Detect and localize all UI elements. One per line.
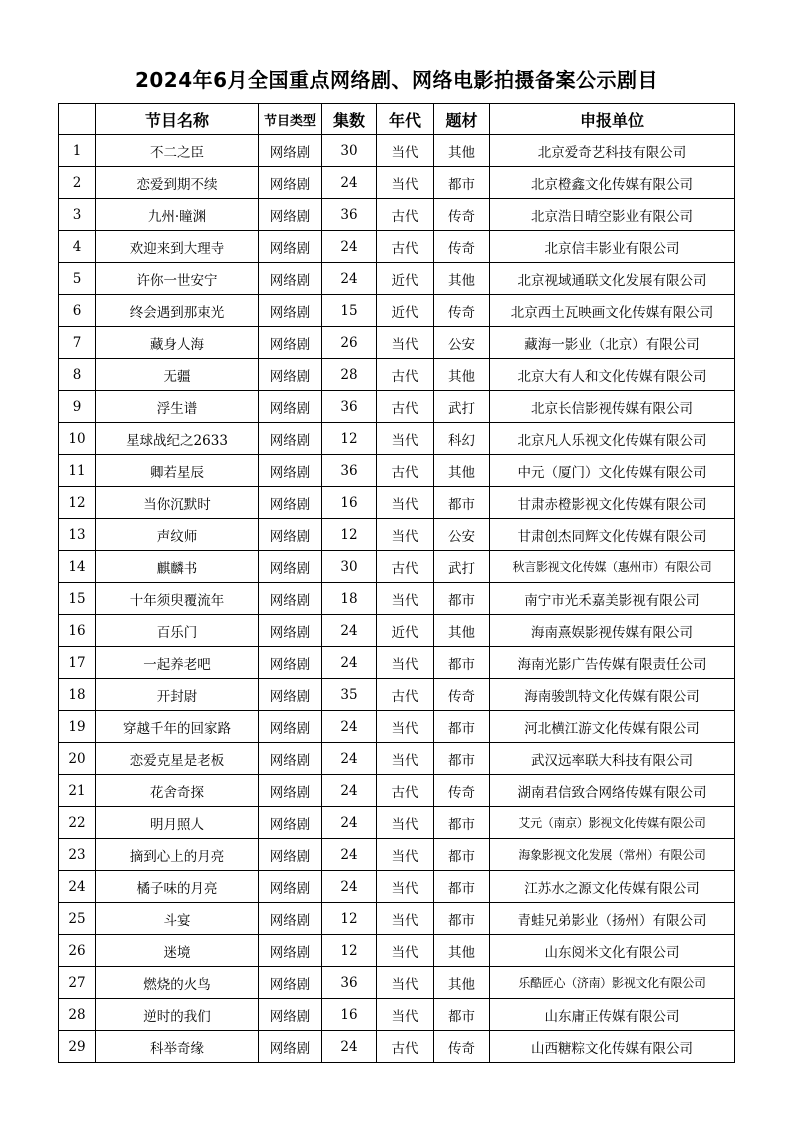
program-type-cell: 网络剧 [259,807,322,839]
program-name-cell: 橘子味的月亮 [96,871,259,903]
applicant-unit-cell: 甘肃创杰同辉文化传媒有限公司 [490,519,735,551]
era-cell: 古代 [377,359,434,391]
applicant-unit-cell: 北京浩日晴空影业有限公司 [490,199,735,231]
episode-count-cell: 24 [322,263,377,295]
row-number-cell: 19 [59,711,96,743]
row-number-cell: 25 [59,903,96,935]
episode-count-cell: 12 [322,519,377,551]
row-number-cell: 8 [59,359,96,391]
table-row [59,807,735,839]
era-cell: 近代 [377,615,434,647]
program-name-cell: 花舍奇探 [96,775,259,807]
program-type-cell: 网络剧 [259,839,322,871]
episode-count-cell: 36 [322,391,377,423]
table-row [59,455,735,487]
program-type-cell: 网络剧 [259,711,322,743]
episode-count-cell: 24 [322,711,377,743]
header-row [59,104,735,135]
episode-count-cell: 15 [322,295,377,327]
episode-count-cell: 36 [322,199,377,231]
theme-cell: 武打 [434,551,490,583]
theme-cell: 都市 [434,903,490,935]
program-name-cell: 欢迎来到大理寺 [96,231,259,263]
table-row [59,391,735,423]
row-number-cell: 24 [59,871,96,903]
episode-count-cell: 24 [322,1031,377,1063]
era-cell: 当代 [377,167,434,199]
applicant-unit-cell: 甘肃赤橙影视文化传媒有限公司 [490,487,735,519]
theme-cell: 公安 [434,519,490,551]
program-type-cell: 网络剧 [259,231,322,263]
program-type-cell: 网络剧 [259,615,322,647]
program-name-cell: 斗宴 [96,903,259,935]
theme-cell: 其他 [434,615,490,647]
applicant-unit-cell: 北京长信影视传媒有限公司 [490,391,735,423]
page-title: 2024年6月全国重点网络剧、网络电影拍摄备案公示剧目 [134,68,659,92]
episode-count-cell: 24 [322,647,377,679]
applicant-unit-cell: 江苏水之源文化传媒有限公司 [490,871,735,903]
header-type: 节目类型 [259,104,322,135]
program-name-cell: 迷境 [96,935,259,967]
row-number-cell: 20 [59,743,96,775]
program-name-cell: 十年须臾覆流年 [96,583,259,615]
table-row [59,423,735,455]
program-type-cell: 网络剧 [259,871,322,903]
table-row [59,903,735,935]
row-number-cell: 13 [59,519,96,551]
program-type-cell: 网络剧 [259,327,322,359]
era-cell: 当代 [377,839,434,871]
episode-count-cell: 24 [322,807,377,839]
theme-cell: 传奇 [434,1031,490,1063]
program-type-cell: 网络剧 [259,391,322,423]
applicant-unit-cell: 海南骏凯特文化传媒有限公司 [490,679,735,711]
row-number-cell: 2 [59,167,96,199]
episode-count-cell: 24 [322,615,377,647]
episode-count-cell: 24 [322,231,377,263]
row-number-cell: 29 [59,1031,96,1063]
applicant-unit-cell: 北京大有人和文化传媒有限公司 [490,359,735,391]
header-no [59,104,96,135]
era-cell: 当代 [377,743,434,775]
program-name-cell: 当你沉默时 [96,487,259,519]
applicant-unit-cell: 河北横江游文化传媒有限公司 [490,711,735,743]
theme-cell: 都市 [434,839,490,871]
applicant-unit-cell: 武汉远率联大科技有限公司 [490,743,735,775]
table-row [59,967,735,999]
episode-count-cell: 12 [322,903,377,935]
episode-count-cell: 36 [322,967,377,999]
table-row [59,679,735,711]
table-row [59,263,735,295]
program-type-cell: 网络剧 [259,935,322,967]
theme-cell: 其他 [434,455,490,487]
episode-count-cell: 30 [322,551,377,583]
row-number-cell: 27 [59,967,96,999]
theme-cell: 传奇 [434,231,490,263]
header-episodes: 集数 [322,104,377,135]
episode-count-cell: 24 [322,775,377,807]
era-cell: 当代 [377,999,434,1031]
applicant-unit-cell: 藏海一影业（北京）有限公司 [490,327,735,359]
era-cell: 古代 [377,231,434,263]
theme-cell: 都市 [434,647,490,679]
era-cell: 当代 [377,487,434,519]
program-name-cell: 卿若星辰 [96,455,259,487]
applicant-unit-cell: 秋言影视文化传媒（惠州市）有限公司 [490,551,735,583]
episode-count-cell: 16 [322,487,377,519]
era-cell: 古代 [377,199,434,231]
row-number-cell: 5 [59,263,96,295]
theme-cell: 传奇 [434,199,490,231]
era-cell: 当代 [377,135,434,167]
program-type-cell: 网络剧 [259,967,322,999]
era-cell: 当代 [377,519,434,551]
roster-table [58,103,735,1063]
era-cell: 当代 [377,903,434,935]
program-name-cell: 开封尉 [96,679,259,711]
header-theme: 题材 [434,104,490,135]
program-type-cell: 网络剧 [259,647,322,679]
episode-count-cell: 24 [322,743,377,775]
row-number-cell: 14 [59,551,96,583]
program-name-cell: 穿越千年的回家路 [96,711,259,743]
table-row [59,839,735,871]
roster-body [59,135,735,1063]
table-row [59,999,735,1031]
program-name-cell: 九州·瞳渊 [96,199,259,231]
program-type-cell: 网络剧 [259,135,322,167]
table-row [59,231,735,263]
program-type-cell: 网络剧 [259,423,322,455]
theme-cell: 科幻 [434,423,490,455]
applicant-unit-cell: 湖南君信致合网络传媒有限公司 [490,775,735,807]
applicant-unit-cell: 青蛙兄弟影业（扬州）有限公司 [490,903,735,935]
program-type-cell: 网络剧 [259,743,322,775]
program-type-cell: 网络剧 [259,519,322,551]
theme-cell: 都市 [434,807,490,839]
row-number-cell: 17 [59,647,96,679]
era-cell: 当代 [377,711,434,743]
theme-cell: 都市 [434,167,490,199]
row-number-cell: 26 [59,935,96,967]
theme-cell: 公安 [434,327,490,359]
row-number-cell: 7 [59,327,96,359]
theme-cell: 都市 [434,743,490,775]
theme-cell: 其他 [434,359,490,391]
row-number-cell: 9 [59,391,96,423]
row-number-cell: 10 [59,423,96,455]
program-name-cell: 科举奇缘 [96,1031,259,1063]
episode-count-cell: 12 [322,423,377,455]
table-row [59,583,735,615]
theme-cell: 其他 [434,135,490,167]
program-type-cell: 网络剧 [259,679,322,711]
program-name-cell: 恋爱克星是老板 [96,743,259,775]
applicant-unit-cell: 北京西土瓦映画文化传媒有限公司 [490,295,735,327]
program-name-cell: 许你一世安宁 [96,263,259,295]
era-cell: 古代 [377,1031,434,1063]
row-number-cell: 21 [59,775,96,807]
program-name-cell: 燃烧的火鸟 [96,967,259,999]
table-row [59,327,735,359]
row-number-cell: 4 [59,231,96,263]
row-number-cell: 3 [59,199,96,231]
table-row [59,167,735,199]
program-type-cell: 网络剧 [259,999,322,1031]
episode-count-cell: 26 [322,327,377,359]
applicant-unit-cell: 乐酷匠心（济南）影视文化有限公司 [490,967,735,999]
table-row [59,551,735,583]
table-row [59,647,735,679]
row-number-cell: 11 [59,455,96,487]
episode-count-cell: 12 [322,935,377,967]
program-name-cell: 声纹师 [96,519,259,551]
era-cell: 古代 [377,455,434,487]
era-cell: 古代 [377,679,434,711]
program-name-cell: 一起养老吧 [96,647,259,679]
program-type-cell: 网络剧 [259,775,322,807]
theme-cell: 传奇 [434,679,490,711]
applicant-unit-cell: 山东阅米文化有限公司 [490,935,735,967]
era-cell: 古代 [377,775,434,807]
table-row [59,519,735,551]
table-row [59,871,735,903]
program-name-cell: 摘到心上的月亮 [96,839,259,871]
applicant-unit-cell: 北京橙鑫文化传媒有限公司 [490,167,735,199]
era-cell: 当代 [377,423,434,455]
program-name-cell: 麒麟书 [96,551,259,583]
applicant-unit-cell: 海南熹娱影视传媒有限公司 [490,615,735,647]
program-type-cell: 网络剧 [259,359,322,391]
era-cell: 当代 [377,327,434,359]
table-row [59,935,735,967]
applicant-unit-cell: 海南光影广告传媒有限责任公司 [490,647,735,679]
program-type-cell: 网络剧 [259,295,322,327]
header-unit: 申报单位 [490,104,735,135]
program-name-cell: 终会遇到那束光 [96,295,259,327]
table-row [59,295,735,327]
row-number-cell: 15 [59,583,96,615]
table-row [59,199,735,231]
theme-cell: 都市 [434,871,490,903]
era-cell: 当代 [377,583,434,615]
theme-cell: 传奇 [434,295,490,327]
row-number-cell: 23 [59,839,96,871]
applicant-unit-cell: 山西糖粽文化传媒有限公司 [490,1031,735,1063]
theme-cell: 都市 [434,583,490,615]
program-type-cell: 网络剧 [259,199,322,231]
applicant-unit-cell: 北京视域通联文化发展有限公司 [490,263,735,295]
row-number-cell: 28 [59,999,96,1031]
table-row [59,1031,735,1063]
table-row [59,135,735,167]
table-row [59,743,735,775]
theme-cell: 其他 [434,935,490,967]
theme-cell: 其他 [434,967,490,999]
table-row [59,711,735,743]
episode-count-cell: 24 [322,839,377,871]
table-row [59,359,735,391]
applicant-unit-cell: 中元（厦门）文化传媒有限公司 [490,455,735,487]
era-cell: 古代 [377,391,434,423]
episode-count-cell: 24 [322,871,377,903]
row-number-cell: 16 [59,615,96,647]
program-name-cell: 藏身人海 [96,327,259,359]
applicant-unit-cell: 北京爱奇艺科技有限公司 [490,135,735,167]
theme-cell: 都市 [434,711,490,743]
era-cell: 当代 [377,647,434,679]
header-era: 年代 [377,104,434,135]
program-name-cell: 不二之臣 [96,135,259,167]
theme-cell: 都市 [434,999,490,1031]
theme-cell: 其他 [434,263,490,295]
program-type-cell: 网络剧 [259,1031,322,1063]
table-row [59,615,735,647]
applicant-unit-cell: 山东庸正传媒有限公司 [490,999,735,1031]
program-type-cell: 网络剧 [259,551,322,583]
program-name-cell: 逆时的我们 [96,999,259,1031]
episode-count-cell: 24 [322,167,377,199]
program-name-cell: 恋爱到期不续 [96,167,259,199]
row-number-cell: 6 [59,295,96,327]
episode-count-cell: 35 [322,679,377,711]
table-row [59,487,735,519]
era-cell: 当代 [377,967,434,999]
era-cell: 近代 [377,263,434,295]
program-type-cell: 网络剧 [259,167,322,199]
episode-count-cell: 36 [322,455,377,487]
theme-cell: 武打 [434,391,490,423]
era-cell: 当代 [377,807,434,839]
episode-count-cell: 30 [322,135,377,167]
program-type-cell: 网络剧 [259,583,322,615]
program-name-cell: 星球战纪之2633 [96,423,259,455]
program-type-cell: 网络剧 [259,455,322,487]
row-number-cell: 22 [59,807,96,839]
episode-count-cell: 28 [322,359,377,391]
era-cell: 古代 [377,551,434,583]
program-name-cell: 明月照人 [96,807,259,839]
row-number-cell: 12 [59,487,96,519]
program-name-cell: 百乐门 [96,615,259,647]
episode-count-cell: 18 [322,583,377,615]
era-cell: 当代 [377,871,434,903]
program-type-cell: 网络剧 [259,487,322,519]
program-name-cell: 无疆 [96,359,259,391]
program-type-cell: 网络剧 [259,263,322,295]
table-row [59,775,735,807]
row-number-cell: 1 [59,135,96,167]
era-cell: 近代 [377,295,434,327]
applicant-unit-cell: 艾元（南京）影视文化传媒有限公司 [490,807,735,839]
applicant-unit-cell: 海象影视文化发展（常州）有限公司 [490,839,735,871]
era-cell: 当代 [377,935,434,967]
row-number-cell: 18 [59,679,96,711]
applicant-unit-cell: 南宁市光禾嘉美影视有限公司 [490,583,735,615]
applicant-unit-cell: 北京信丰影业有限公司 [490,231,735,263]
program-type-cell: 网络剧 [259,903,322,935]
program-name-cell: 浮生谱 [96,391,259,423]
theme-cell: 都市 [434,487,490,519]
applicant-unit-cell: 北京凡人乐视文化传媒有限公司 [490,423,735,455]
episode-count-cell: 16 [322,999,377,1031]
theme-cell: 传奇 [434,775,490,807]
header-name: 节目名称 [96,104,259,135]
